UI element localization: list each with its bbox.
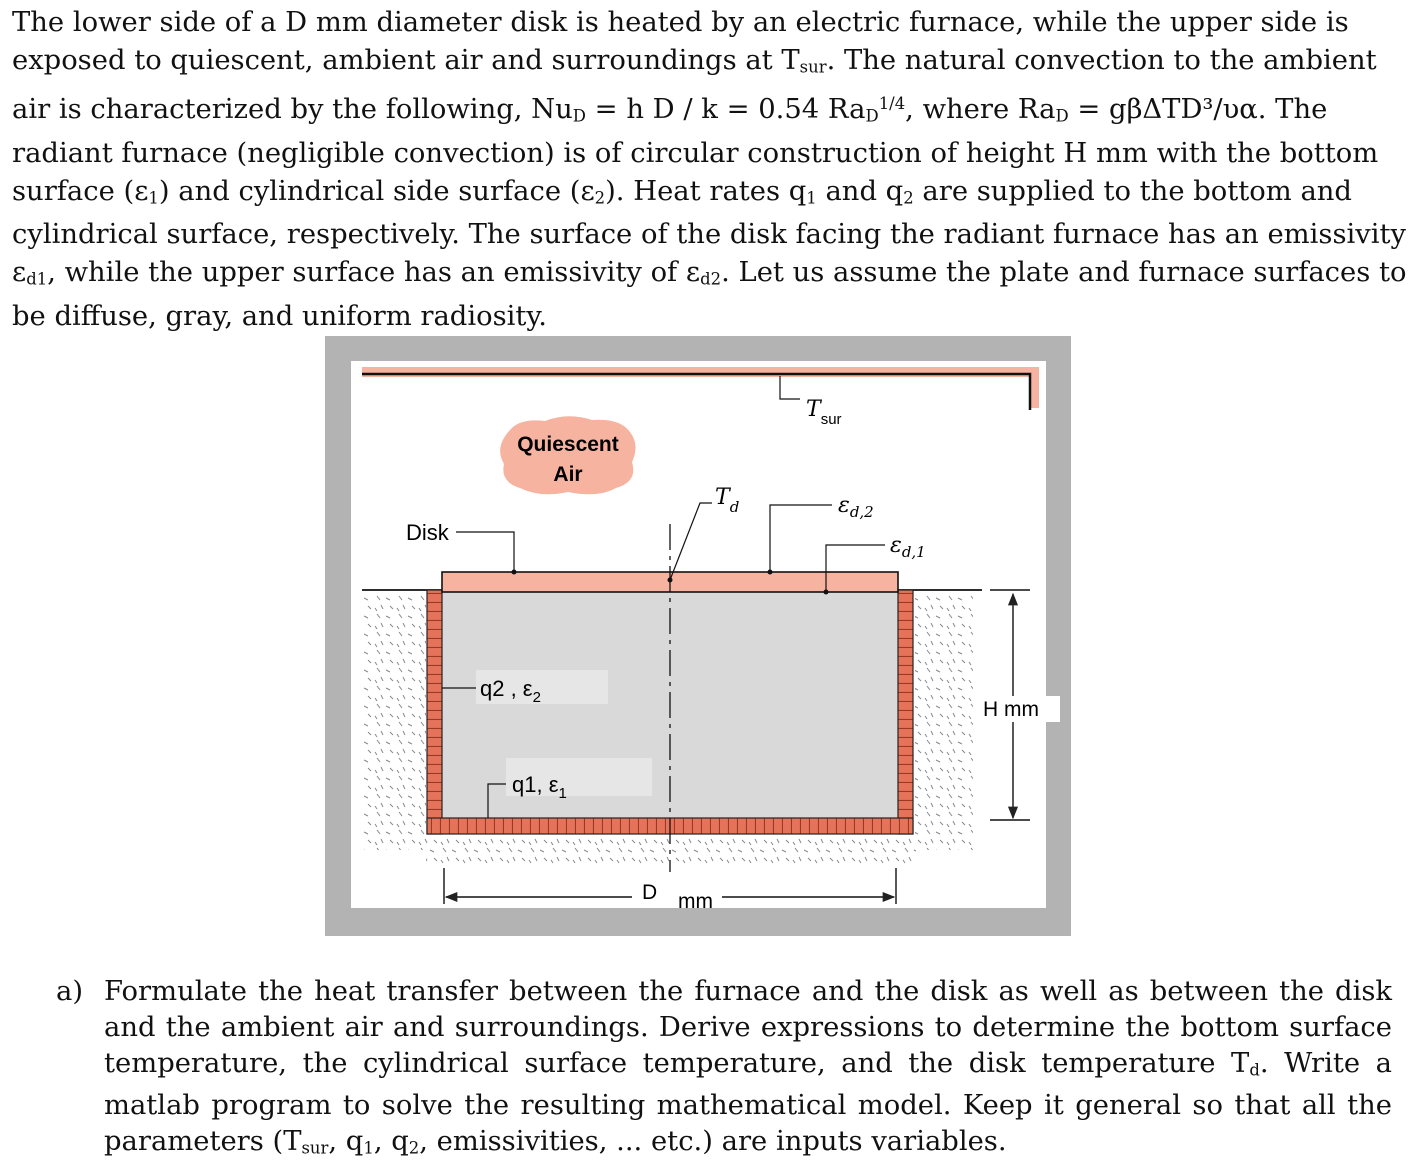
e1-subscript: 1 <box>148 187 159 207</box>
nu-subscript: D <box>572 106 586 126</box>
soil-left <box>362 594 426 850</box>
ra-exponent: 1/4 <box>878 94 906 114</box>
question-text-part: , q <box>328 1126 364 1158</box>
problem-text: The lower side of a D mm diameter disk is heated by an electric furnace, while the upper side is exposed to quiescent, ambient air and surroundings at T <box>12 7 1349 76</box>
q2-subscript: 2 <box>408 1138 420 1158</box>
question-a <box>52 974 1392 1167</box>
question-text-part: , emissivities, ... etc.) are inputs variables. <box>419 1126 1007 1158</box>
disk-label: Disk <box>406 520 449 545</box>
ed1-subscript: d1 <box>26 269 48 289</box>
problem-text: and q <box>816 175 904 207</box>
problem-text: , while the upper surface has an emissivity of ε <box>47 256 701 288</box>
furnace-side-wall-left <box>427 590 442 834</box>
q2-label: q2 , $\varepsilon_2$ <box>480 676 541 706</box>
td-subscript: d <box>1249 1060 1260 1080</box>
ed2-point <box>768 570 773 575</box>
problem-text: are supplied to the bottom and cylindrical surface, respectively. The surface of the disk facing the radiant furnace has an emissivity ε <box>12 175 1406 288</box>
ed2-label: $\varepsilon_{d,2}$ <box>838 493 874 521</box>
mm-label: mm <box>678 890 713 913</box>
problem-text: = gβΔTD³/υα. The radiant furnace (negligible convection) is of circular construction of height H mm with the bottom surface (ε <box>12 94 1379 207</box>
problem-text: ) and cylindrical side surface (ε <box>158 175 595 207</box>
q1-subscript: 1 <box>363 1138 374 1158</box>
disk-point <box>512 570 517 575</box>
problem-text: ). Heat rates q <box>605 175 807 207</box>
ra-subscript: D <box>1055 106 1069 126</box>
quiescent-label: Quiescent <box>517 433 619 456</box>
d-label: D <box>642 881 658 904</box>
td-label: $T_d$ <box>715 485 740 516</box>
td-point <box>668 578 673 583</box>
problem-text: = h D / k = 0.54 Ra <box>585 94 866 126</box>
question-text-part: Formulate the heat transfer between the furnace and the disk as well as between the disk and the ambient air and surroundings. Derive expressions to determine the bottom surface temperature, the cylindrical surface temperature, and the disk temperature T <box>104 976 1392 1079</box>
e2-subscript: 2 <box>594 187 606 207</box>
q1-subscript: 1 <box>806 187 817 207</box>
problem-text: . Let us assume the plate and furnace surfaces to be diffuse, gray, and uniform radiosity. <box>12 256 1407 332</box>
ed1-point <box>824 590 829 595</box>
air-label: Air <box>553 463 583 486</box>
ed1-label: $\varepsilon_{d,1}$ <box>890 533 926 561</box>
problem-text: . The natural convection to the ambient air is characterized by the following, Nu <box>12 44 1377 126</box>
tsur-subscript: sur <box>301 1138 329 1158</box>
problem-text: , where Ra <box>905 94 1056 126</box>
question-text-part: . Write a matlab program to solve the resulting mathematical model. Keep it general so that all the parameters (T <box>104 1048 1392 1158</box>
tsur-label: $T_{sur}$ <box>806 397 842 428</box>
ra-subscript: D <box>865 106 879 126</box>
tsur-subscript: sur <box>799 56 827 76</box>
question-text <box>104 974 1392 1167</box>
ed2-subscript: d2 <box>700 269 722 289</box>
soil-bottom <box>426 834 916 864</box>
question-label: a) <box>56 976 84 1007</box>
h-label: H mm <box>983 698 1039 721</box>
furnace-side-wall-right <box>898 590 913 834</box>
q2-subscript: 2 <box>903 187 914 207</box>
soil-right <box>915 594 973 850</box>
q1-label: q1, $\varepsilon_1$ <box>512 772 567 802</box>
question-text-part: , q <box>373 1126 409 1158</box>
